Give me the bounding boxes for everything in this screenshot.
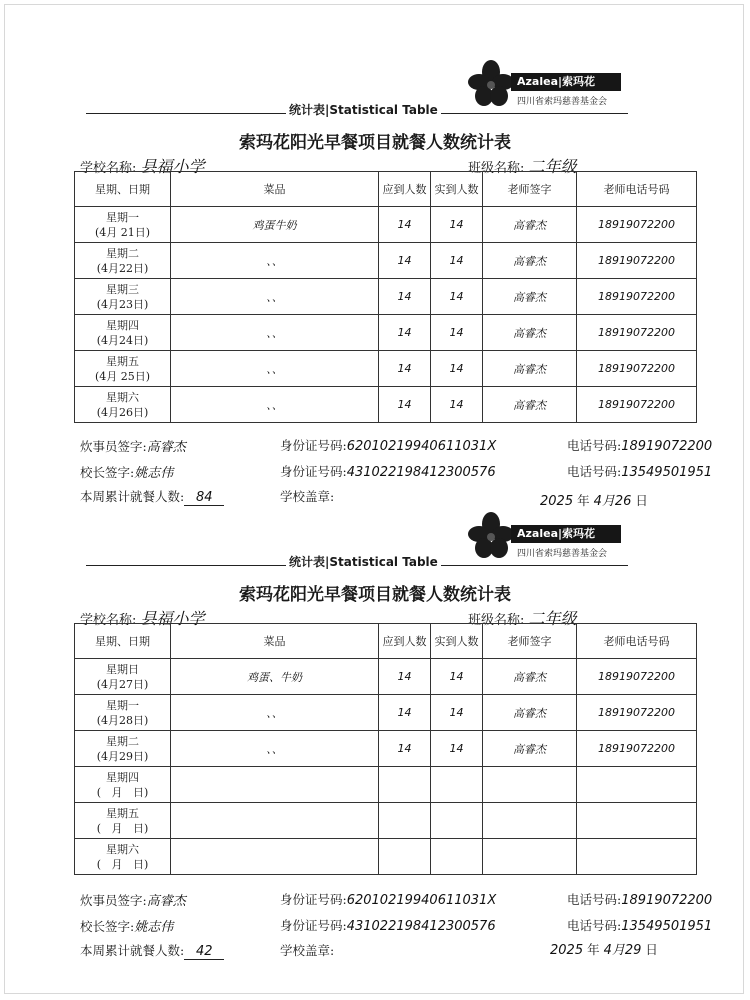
brand-banner: Azalea|索玛花 [511,525,621,543]
teacher-cell: 高睿杰 [483,279,577,315]
actual-cell: 14 [431,731,483,767]
year-unit: 年 [577,493,590,508]
actual-cell: 14 [431,243,483,279]
phone-cell: 18919072200 [577,695,697,731]
day-label: 星期一 [106,210,139,224]
form-title: 索玛花阳光早餐项目就餐人数统计表 [239,133,511,153]
day-cell [75,243,171,279]
dish-cell: 、、 [171,351,379,387]
dish-cell: 、、 [171,731,379,767]
day-label: 星期五 [106,354,139,368]
class-label: 班级名称: [468,613,525,628]
cook-phone: 18919072200 [621,893,713,908]
attendance-table [74,623,697,875]
principal-id-field [280,462,496,480]
teacher-cell: 高睿杰 [483,387,577,423]
logo [465,510,625,558]
principal-phone: 13549501951 [621,919,713,934]
teacher-cell: 高睿杰 [483,207,577,243]
day-cell [75,207,171,243]
day-cell [75,315,171,351]
table-header-row [75,172,697,207]
cook-signature-field [80,436,186,455]
day-cell [75,695,171,731]
expected-cell: 14 [379,659,431,695]
day-cell [75,279,171,315]
date-year: 2025 [550,943,584,958]
principal-id: 431022198412300576 [346,919,496,934]
day-label: 星期二 [106,246,139,260]
total-value: 84 [184,490,224,506]
expected-cell: 14 [379,387,431,423]
header-dish: 菜品 [171,172,379,207]
azalea-flower-icon [465,510,517,562]
class-label: 班级名称: [468,161,525,176]
cook-signature-field [80,890,186,909]
year-unit: 年 [587,942,600,957]
header-phone: 老师电话号码 [577,172,697,207]
table-row [75,803,697,839]
actual-cell: 14 [431,695,483,731]
day-cell [75,351,171,387]
date-label: ( 月 日) [96,785,149,799]
teacher-cell [483,839,577,875]
cook-label: 炊事员签字: [80,893,147,908]
phone-cell: 18919072200 [577,243,697,279]
table-row [75,387,697,423]
class-value: 二年级 [528,157,577,176]
cook-id: 62010219940611031X [346,893,497,908]
cook-label: 炊事员签字: [80,439,147,454]
table-row [75,207,697,243]
date-label: (4月22日) [96,261,149,275]
dish-cell: 、、 [171,243,379,279]
actual-cell: 14 [431,207,483,243]
teacher-cell: 高睿杰 [483,659,577,695]
phone-label: 电话号码: [567,438,622,453]
phone-cell: 18919072200 [577,207,697,243]
principal-label: 校长签字: [80,919,135,934]
expected-cell [379,767,431,803]
phone-cell [577,803,697,839]
phone-cell: 18919072200 [577,659,697,695]
phone-cell [577,839,697,875]
expected-cell: 14 [379,207,431,243]
day-unit: 日 [645,942,658,957]
header-teacher: 老师签字 [483,624,577,659]
day-unit: 日 [635,493,648,508]
stamp-field [280,487,334,505]
phone-cell: 18919072200 [577,279,697,315]
table-row [75,279,697,315]
phone-cell: 18919072200 [577,731,697,767]
dish-cell: 、、 [171,279,379,315]
header-day: 星期、日期 [75,172,171,207]
actual-cell: 14 [431,659,483,695]
id-label: 身份证号码: [280,438,347,453]
dish-cell [171,803,379,839]
dish-cell: 、、 [171,315,379,351]
cook-id-field [280,890,496,908]
teacher-cell [483,767,577,803]
header-dish: 菜品 [171,624,379,659]
principal-signature-field [80,462,173,481]
date-label: (4月23日) [96,297,149,311]
dish-cell: 、、 [171,695,379,731]
table-row [75,839,697,875]
day-cell [75,659,171,695]
principal-id: 431022198412300576 [346,465,496,480]
date-label: (4月28日) [96,713,149,727]
date-label: (4月26日) [96,405,149,419]
expected-cell: 14 [379,695,431,731]
day-cell [75,767,171,803]
day-cell [75,803,171,839]
id-label: 身份证号码: [280,918,347,933]
stamp-label: 学校盖章: [280,489,335,504]
dish-cell [171,767,379,803]
date-label: (4月24日) [96,333,149,347]
stamp-field [280,941,334,959]
day-cell [75,387,171,423]
principal-label: 校长签字: [80,465,135,480]
day-label: 星期四 [106,318,139,332]
day-cell [75,839,171,875]
total-label: 本周累计就餐人数: [80,489,185,504]
phone-cell: 18919072200 [577,387,697,423]
principal-phone-field [567,462,712,480]
teacher-cell: 高睿杰 [483,351,577,387]
table-row [75,659,697,695]
expected-cell: 14 [379,731,431,767]
logo [465,58,625,106]
table-row [75,731,697,767]
phone-cell: 18919072200 [577,315,697,351]
stat-table-label: 统计表|Statistical Table [286,553,441,570]
teacher-cell: 高睿杰 [483,243,577,279]
dish-cell: 鸡蛋牛奶 [171,207,379,243]
expected-cell [379,839,431,875]
expected-cell: 14 [379,279,431,315]
total-label: 本周累计就餐人数: [80,943,185,958]
weekly-total-field [80,487,224,506]
expected-cell [379,803,431,839]
expected-cell: 14 [379,351,431,387]
table-row [75,767,697,803]
school-value: 县福小学 [140,609,205,628]
principal-phone: 13549501951 [621,465,713,480]
actual-cell [431,839,483,875]
day-label: 星期六 [106,842,139,856]
school-label: 学校名称: [80,613,137,628]
id-label: 身份证号码: [280,464,347,479]
principal-signature-field [80,916,173,935]
dish-cell: 、、 [171,387,379,423]
header-actual: 实到人数 [431,172,483,207]
expected-cell: 14 [379,315,431,351]
teacher-cell: 高睿杰 [483,315,577,351]
dish-cell [171,839,379,875]
table-row [75,695,697,731]
header-teacher: 老师签字 [483,172,577,207]
day-label: 星期五 [106,806,139,820]
date-label: (4月 21日) [94,225,151,239]
header-expected: 应到人数 [379,172,431,207]
date-label: (4月27日) [96,677,149,691]
actual-cell: 14 [431,315,483,351]
teacher-cell: 高睿杰 [483,695,577,731]
brand-banner: Azalea|索玛花 [511,73,621,91]
phone-label: 电话号码: [567,464,622,479]
table-row [75,315,697,351]
date-label: ( 月 日) [96,821,149,835]
total-value: 42 [184,944,224,960]
stat-table-label: 统计表|Statistical Table [286,101,441,118]
date-label: (4月29日) [96,749,149,763]
date-rest: 4月26 [593,494,632,509]
header-expected: 应到人数 [379,624,431,659]
date-field [540,490,648,509]
school-label: 学校名称: [80,161,137,176]
cook-id: 62010219940611031X [346,439,497,454]
actual-cell [431,767,483,803]
date-field [550,939,658,958]
day-label: 星期二 [106,734,139,748]
day-label: 星期一 [106,698,139,712]
table-row [75,243,697,279]
teacher-cell [483,803,577,839]
foundation-name: 四川省索玛慈善基金会 [517,97,608,107]
principal-value: 姚志伟 [134,466,174,481]
dish-cell: 鸡蛋、牛奶 [171,659,379,695]
day-label: 星期三 [106,282,139,296]
date-label: ( 月 日) [96,857,149,871]
principal-value: 姚志伟 [134,920,174,935]
actual-cell: 14 [431,351,483,387]
azalea-flower-icon [465,58,517,110]
header-actual: 实到人数 [431,624,483,659]
weekly-total-field [80,941,224,960]
foundation-name: 四川省索玛慈善基金会 [517,549,608,559]
principal-id-field [280,916,496,934]
phone-label: 电话号码: [567,892,622,907]
stamp-label: 学校盖章: [280,943,335,958]
date-label: (4月 25日) [94,369,151,383]
phone-label: 电话号码: [567,918,622,933]
school-value: 县福小学 [140,157,205,176]
day-label: 星期四 [106,770,139,784]
actual-cell [431,803,483,839]
header-day: 星期、日期 [75,624,171,659]
cook-phone-field [567,890,712,908]
phone-cell: 18919072200 [577,351,697,387]
table-header-row [75,624,697,659]
teacher-cell: 高睿杰 [483,731,577,767]
cook-value: 高睿杰 [146,894,186,909]
date-rest: 4月29 [603,943,642,958]
table-row [75,351,697,387]
actual-cell: 14 [431,279,483,315]
cook-value: 高睿杰 [146,440,186,455]
principal-phone-field [567,916,712,934]
cook-id-field [280,436,496,454]
attendance-table [74,171,697,423]
id-label: 身份证号码: [280,892,347,907]
actual-cell: 14 [431,387,483,423]
cook-phone-field [567,436,712,454]
expected-cell: 14 [379,243,431,279]
day-label: 星期六 [106,390,139,404]
form-title: 索玛花阳光早餐项目就餐人数统计表 [239,585,511,605]
date-year: 2025 [540,494,574,509]
phone-cell [577,767,697,803]
day-cell [75,731,171,767]
day-label: 星期日 [106,662,139,676]
cook-phone: 18919072200 [621,439,713,454]
class-value: 二年级 [528,609,577,628]
header-phone: 老师电话号码 [577,624,697,659]
